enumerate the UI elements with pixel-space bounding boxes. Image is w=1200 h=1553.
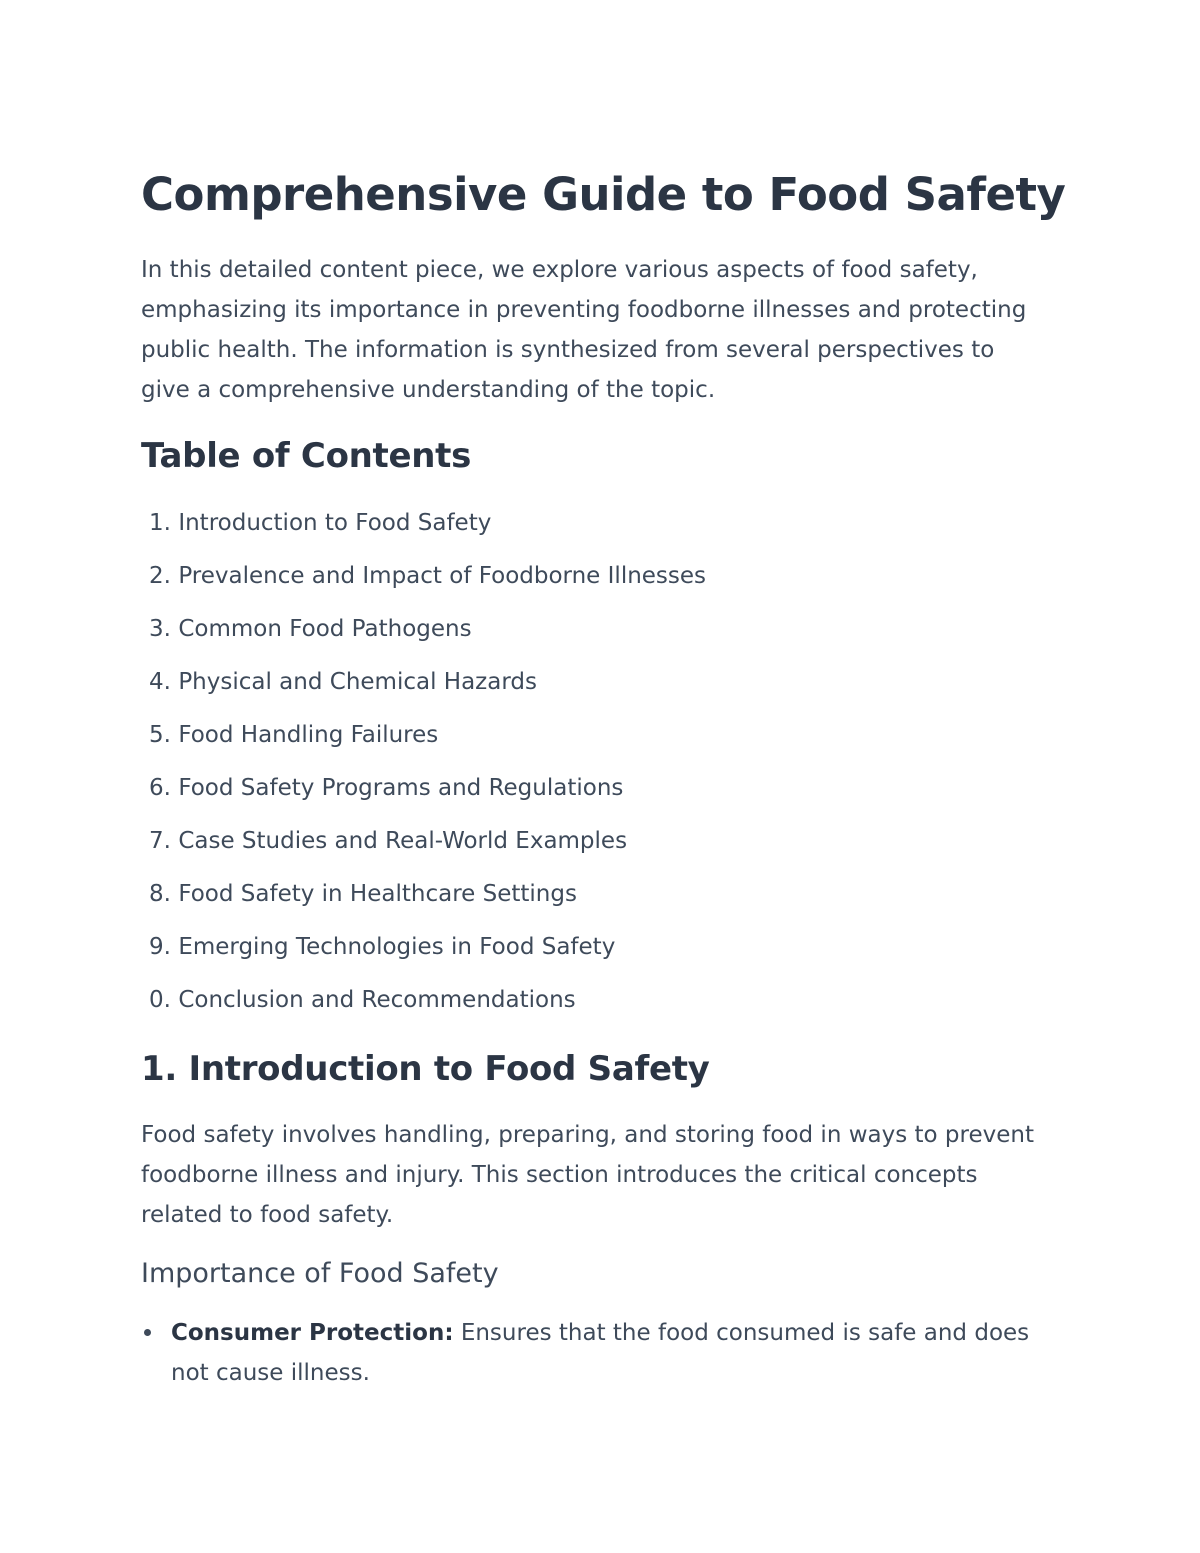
bullet-text: Ensures that the food consumed is safe and does not cause illness. bbox=[171, 1320, 1030, 1386]
bullet-term: Consumer Protection: bbox=[171, 1320, 454, 1346]
toc-item-label: Prevalence and Impact of Foodborne Illnesses bbox=[178, 563, 707, 589]
document-title: Comprehensive Guide to Food Safety bbox=[141, 168, 1066, 221]
toc-item-number: 2. bbox=[149, 563, 171, 589]
toc-item[interactable] bbox=[141, 821, 706, 874]
subsection-heading: Importance of Food Safety bbox=[141, 1258, 499, 1289]
toc-item-label: Introduction to Food Safety bbox=[178, 510, 492, 536]
toc-item-label: Conclusion and Recommendations bbox=[178, 987, 576, 1013]
toc-item-label: Physical and Chemical Hazards bbox=[178, 669, 537, 695]
toc-item[interactable] bbox=[141, 874, 706, 927]
toc-item-number: 5. bbox=[149, 722, 171, 748]
toc-item-label: Food Safety in Healthcare Settings bbox=[178, 881, 577, 907]
list-item bbox=[141, 1313, 1041, 1393]
bullet-icon bbox=[144, 1329, 151, 1336]
toc-item-label: Case Studies and Real-World Examples bbox=[178, 828, 628, 854]
toc-item-label: Emerging Technologies in Food Safety bbox=[178, 934, 616, 960]
intro-paragraph: In this detailed content piece, we explore various aspects of food safety, emphasizing its importance in preventing foodborne illnesses and protecting public health. The information is synthesized from several perspectives to give a comprehensive understanding of the topic. bbox=[141, 257, 1027, 403]
toc-heading: Table of Contents bbox=[141, 436, 472, 476]
toc-item-number: 6. bbox=[149, 775, 171, 801]
toc-item-label: Food Safety Programs and Regulations bbox=[178, 775, 624, 801]
toc-item[interactable] bbox=[141, 556, 706, 609]
toc-item[interactable] bbox=[141, 927, 706, 980]
toc-item[interactable] bbox=[141, 715, 706, 768]
toc-item-label: Food Handling Failures bbox=[178, 722, 439, 748]
toc-item[interactable] bbox=[141, 768, 706, 821]
section-heading: 1. Introduction to Food Safety bbox=[141, 1049, 710, 1089]
toc-item-number: 0. bbox=[149, 987, 171, 1013]
toc-item-number: 9. bbox=[149, 934, 171, 960]
bullet-list bbox=[141, 1313, 1041, 1393]
toc-item-number: 4. bbox=[149, 669, 171, 695]
toc-item-number: 7. bbox=[149, 828, 171, 854]
toc-item-label: Common Food Pathogens bbox=[178, 616, 472, 642]
toc-item[interactable] bbox=[141, 662, 706, 715]
toc-item-number: 8. bbox=[149, 881, 171, 907]
toc-item-number: 1. bbox=[149, 510, 171, 536]
toc-item[interactable] bbox=[141, 503, 706, 556]
table-of-contents bbox=[141, 503, 706, 1033]
toc-item[interactable] bbox=[141, 980, 706, 1033]
toc-item-number: 3. bbox=[149, 616, 171, 642]
toc-item[interactable] bbox=[141, 609, 706, 662]
section-paragraph: Food safety involves handling, preparing, and storing food in ways to prevent foodborne illness and injury. This section introduces the critical concepts related to food safety. bbox=[141, 1122, 1034, 1228]
